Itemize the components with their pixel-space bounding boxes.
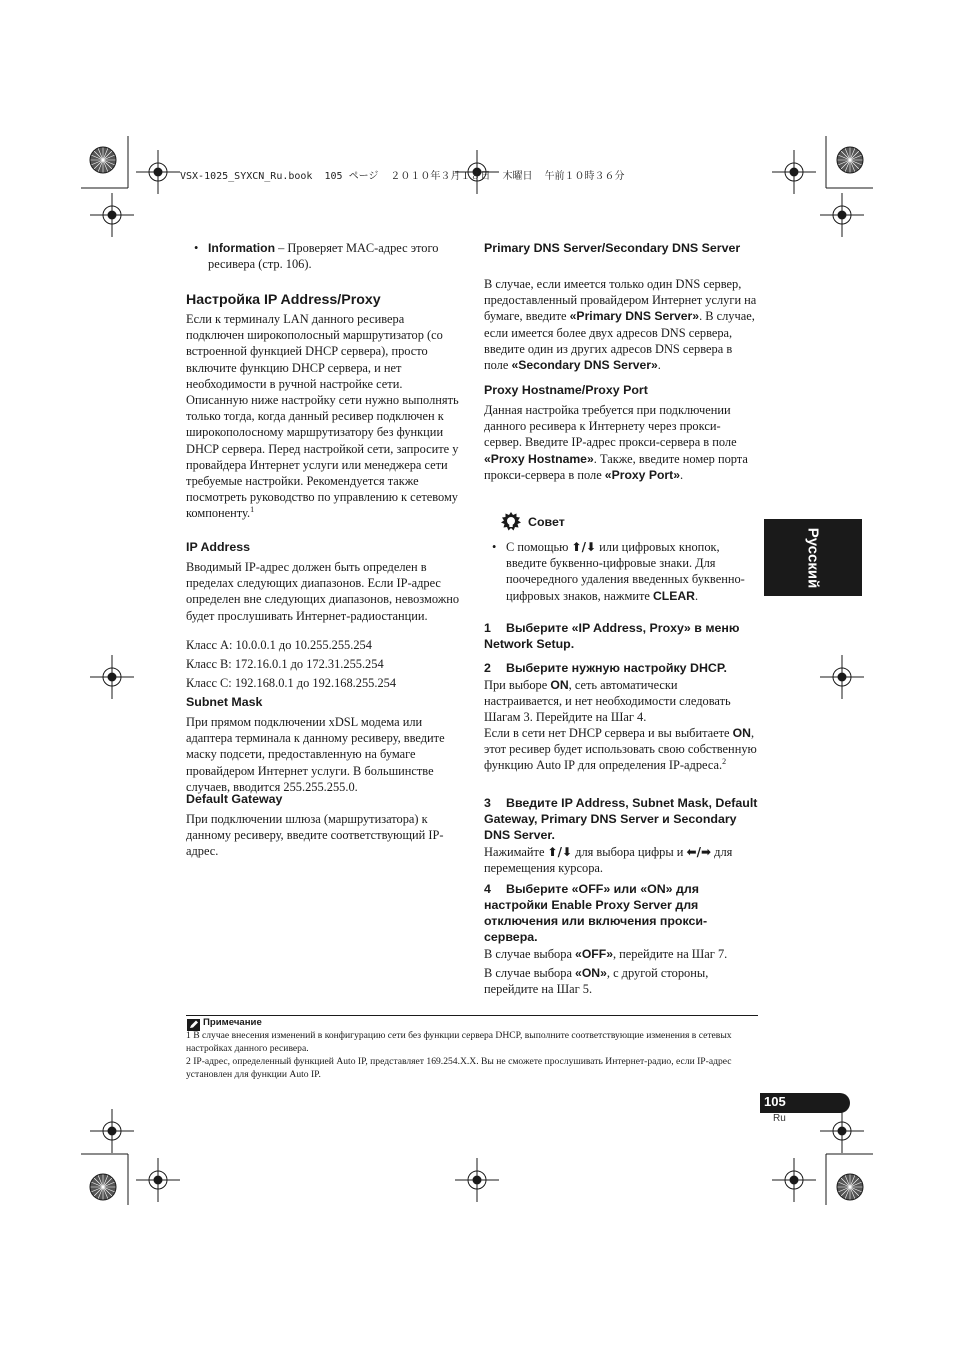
on-value: ON bbox=[550, 678, 569, 692]
class-b-range: Класс B: 172.16.0.1 до 172.31.255.254 bbox=[186, 657, 384, 671]
notes-divider bbox=[186, 1015, 758, 1016]
default-gateway-heading: Default Gateway bbox=[186, 792, 283, 806]
registration-mark-icon bbox=[90, 655, 134, 699]
secondary-dns-field-name: «Secondary DNS Server» bbox=[511, 358, 658, 373]
step-1-number: 1 bbox=[484, 621, 491, 635]
registration-mark-icon bbox=[90, 1109, 134, 1153]
starburst-target-icon bbox=[837, 147, 863, 173]
page-number-badge bbox=[760, 1093, 850, 1113]
language-tab-label: Русский bbox=[804, 527, 822, 588]
step-4-number: 4 bbox=[484, 882, 491, 896]
footnote-ref-2: 2 bbox=[722, 757, 727, 767]
language-side-tab bbox=[764, 519, 862, 596]
step-2-paragraph-1: При выборе ON, сеть автоматически настраивается, и нет необходимости следовать Шагам 3. Перейдите на Шаг 4. bbox=[484, 678, 731, 725]
default-gateway-text: При подключении шлюза (маршрутизатора) к данному ресиверу, введите соответствующий IP-адрес. bbox=[186, 812, 444, 859]
tip-title: Совет bbox=[528, 515, 565, 529]
intro-text: Если к терминалу LAN данного ресивера подключен широкополосный маршрутизатор (со встроенной функцией DHCP сервера), просто включите функцию DHCP сервера, и нет необходимости в ручной настройке сети. Описанную ниже настройку сети нужно выполнять только тогда, когда данный ресивер подключен к широкополосному маршрутизатору без функции DHCP сервера. Перед настройкой сети, запросите у провайдера Интернет услуги или менеджера сети требуемые настройки. Рекомендуется также посмотреть руководство по управлению к сетевому компоненту. bbox=[186, 312, 459, 521]
step-4-paragraph-1: В случае выбора «OFF», перейдите на Шаг 7. bbox=[484, 947, 728, 961]
up-down-arrows-icon: ⬆/⬇ bbox=[571, 540, 597, 554]
notes-title: Примечание bbox=[203, 1017, 262, 1028]
page-number: 105 bbox=[764, 1094, 786, 1109]
proxy-hostname-field-name: «Proxy Hostname» bbox=[484, 451, 594, 466]
step-3-number: 3 bbox=[484, 796, 491, 810]
proxy-port-field-name: «Proxy Port» bbox=[604, 467, 680, 482]
step-3 bbox=[484, 795, 758, 843]
dns-heading: Primary DNS Server/Secondary DNS Server bbox=[484, 241, 741, 255]
class-a-range: Класс A: 10.0.0.1 до 10.255.255.254 bbox=[186, 638, 372, 652]
on-value: «ON» bbox=[575, 966, 607, 980]
registration-mark-icon bbox=[820, 655, 864, 699]
left-column bbox=[186, 240, 460, 272]
subnet-mask-heading: Subnet Mask bbox=[186, 695, 263, 709]
step-2-paragraph-2: Если в сети нет DHCP сервера и вы выбитаете ON, этот ресивер будет использовать свою собственную функцию Auto IP для определения IP-адреса.$^2$ bbox=[484, 726, 757, 773]
class-c-range: Класс C: 192.168.0.1 до 192.168.255.254 bbox=[186, 676, 397, 690]
off-value: «OFF» bbox=[575, 947, 613, 961]
step-2-text: Выберите нужную настройку DHCP. bbox=[506, 661, 727, 675]
page-language-code: Ru bbox=[773, 1113, 786, 1124]
tip-paragraph: • С помощью ⬆/⬇ или цифровых кнопок, введите буквенно-цифровые знаки. Для поочередного удаления введенных буквенно-цифровых знаков, нажмите CLEAR. bbox=[492, 540, 745, 603]
dns-paragraph: В случае, если имеется только один DNS сервер, предоставленный провайдером Интернет услуги на бумаге, введите «Primary DNS Server». В случае, если имеется более двух адресов DNS сервера, введите один из других адресов DNS сервера в поле «Secondary DNS Server». bbox=[484, 277, 757, 373]
footnote-ref-1: 1 bbox=[250, 505, 255, 515]
step-4-text: Выберите «OFF» или «ON» для настройки Enable Proxy Server для отключения или включения прокси-сервера. bbox=[484, 882, 708, 944]
ip-address-heading: IP Address bbox=[186, 540, 251, 554]
primary-dns-field-name: «Primary DNS Server» bbox=[569, 309, 700, 324]
step-3-text: Введите IP Address, Subnet Mask, Default Gateway, Primary DNS Server и Secondary DNS Server. bbox=[484, 796, 758, 842]
file-header-line: VSX-1025_SYXCN_Ru.book 105 ページ ２０１０年３月１８日 木曜日 午前１０時３６分 bbox=[180, 171, 625, 182]
registration-mark-icon bbox=[90, 193, 134, 237]
information-term: Information bbox=[208, 241, 276, 255]
proxy-paragraph: Данная настройка требуется при подключении данного ресивера к Интернету через прокси-сервер. Введите IP-адрес прокси-сервера в поле «Proxy Hostname». Также, введите номер порта прокси-сервера в поле «Proxy Port». bbox=[484, 403, 748, 482]
on-value: ON bbox=[732, 726, 751, 740]
registration-mark-icon bbox=[820, 1109, 864, 1153]
tip-bulb-icon bbox=[500, 511, 522, 533]
starburst-target-icon bbox=[837, 1174, 863, 1200]
note-1: 1 В случае внесения изменений в конфигурацию сети без функции сервера DHCP, выполните соответствующие изменения в сетевых настройках данного ресивера. bbox=[186, 1030, 732, 1054]
step-1-text: Выберите «IP Address, Proxy» в меню Network Setup. bbox=[484, 621, 740, 651]
step-2 bbox=[484, 660, 758, 676]
proxy-heading: Proxy Hostname/Proxy Port bbox=[484, 383, 648, 397]
bullet-information: • Information – Проверяет MAC-адрес этого ресивера (стр. 106). bbox=[194, 241, 439, 272]
section-title: Настройка IP Address/Proxy bbox=[186, 292, 381, 308]
note-2: 2 IP-адрес, определенный функцией Auto IP, представляет 169.254.X.X. Вы не сможете прослушивать Интернет-радио, если IP-адрес установлен для функции Auto IP. bbox=[186, 1056, 732, 1080]
registration-mark-icon bbox=[772, 1158, 816, 1202]
step-3-paragraph: Нажимайте ⬆/⬇ для выбора цифры и ⬅/➡ для перемещения курсора. bbox=[484, 845, 733, 876]
step-2-number: 2 bbox=[484, 661, 491, 675]
registration-mark-icon bbox=[455, 1158, 499, 1202]
subnet-mask-text: При прямом подключении xDSL модема или адаптера терминала к данному ресиверу, введите маску подсети, предоставленную на бумаге провайдером Интернет услуги. В большинстве случаев, вводится 255.255.255.0. bbox=[186, 715, 445, 794]
information-text: – Проверяет MAC-адрес этого ресивера (стр. 106). bbox=[208, 241, 439, 272]
registration-mark-icon bbox=[820, 193, 864, 237]
up-down-arrows-icon: ⬆/⬇ bbox=[547, 845, 573, 859]
registration-mark-icon bbox=[772, 150, 816, 194]
starburst-target-icon bbox=[90, 1174, 116, 1200]
starburst-target-icon bbox=[90, 147, 116, 173]
left-right-arrows-icon: ⬅/➡ bbox=[686, 845, 712, 859]
intro-paragraph bbox=[186, 311, 460, 522]
registration-mark-icon bbox=[136, 1158, 180, 1202]
clear-button-name: CLEAR bbox=[652, 588, 695, 603]
step-4-paragraph-2: В случае выбора «ON», с другой стороны, перейдите на Шаг 5. bbox=[484, 966, 709, 997]
step-1 bbox=[484, 620, 758, 652]
registration-mark-icon bbox=[136, 150, 180, 194]
step-4 bbox=[484, 881, 758, 945]
ip-address-text: Вводимый IP-адрес должен быть определен в пределах следующих диапазонов. Если IP-адрес определен вне следующих диапазонов, невозможно будет прослушивать Интернет-радиостанции. bbox=[186, 560, 460, 623]
